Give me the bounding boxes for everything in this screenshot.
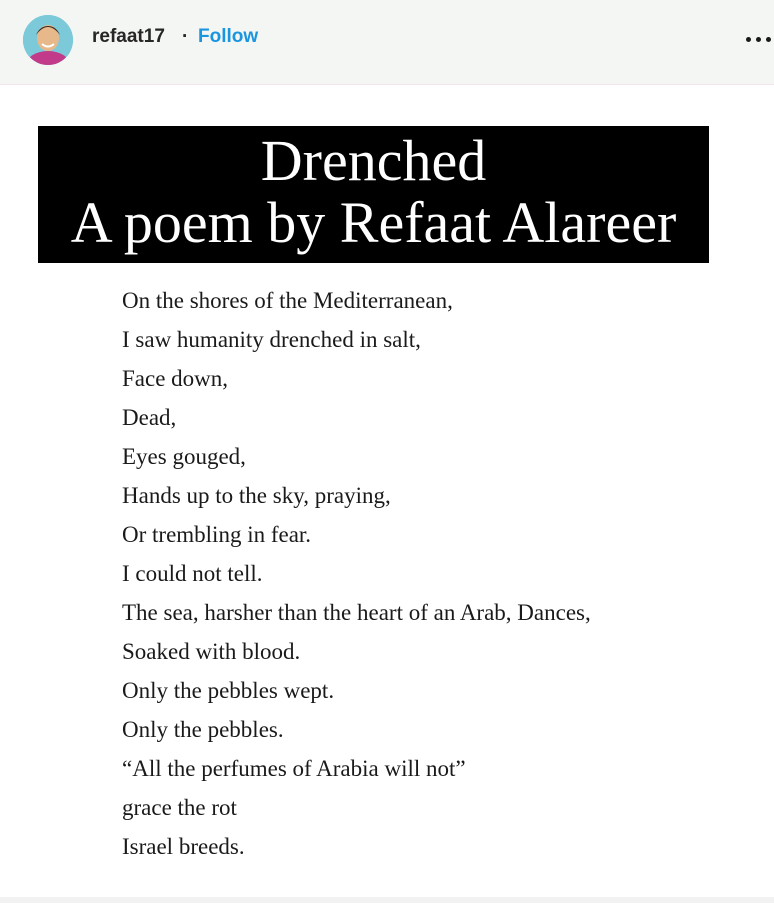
poem-line: The sea, harsher than the heart of an Arab, Dances, xyxy=(122,600,591,625)
username[interactable]: refaat17 xyxy=(92,26,165,47)
avatar-photo xyxy=(23,15,73,65)
poem-line: “All the perfumes of Arabia will not” xyxy=(122,756,466,781)
dot xyxy=(756,37,761,42)
poem-title: Drenched xyxy=(260,128,487,193)
poem-line: Only the pebbles wept. xyxy=(122,678,335,703)
post-header xyxy=(0,0,774,85)
poem-line: Dead, xyxy=(122,405,177,430)
poem-line: grace the rot xyxy=(122,795,237,820)
poem-line: Hands up to the sky, praying, xyxy=(122,483,391,508)
poem-line: On the shores of the Mediterranean, xyxy=(122,288,453,313)
poem-byline: A poem by Refaat Alareer xyxy=(70,190,677,255)
poem-line: Or trembling in fear. xyxy=(122,522,312,547)
poem-text xyxy=(122,281,591,866)
more-options-icon[interactable] xyxy=(744,28,774,48)
dot xyxy=(746,37,751,42)
poem-line: Eyes gouged, xyxy=(122,444,246,469)
post-image[interactable] xyxy=(0,85,774,903)
avatar[interactable] xyxy=(23,15,73,65)
poem-line: Soaked with blood. xyxy=(122,639,301,664)
poem-line: Face down, xyxy=(122,366,229,391)
poem-line: I could not tell. xyxy=(122,561,263,586)
title-banner xyxy=(38,126,709,263)
dot xyxy=(766,37,771,42)
poem-line: Only the pebbles. xyxy=(122,717,284,742)
separator-dot: · xyxy=(182,26,189,47)
follow-button[interactable]: Follow xyxy=(198,26,259,47)
poem-line: I saw humanity drenched in salt, xyxy=(122,327,421,352)
poem-line: Israel breeds. xyxy=(122,834,245,859)
bottom-divider xyxy=(0,897,774,903)
